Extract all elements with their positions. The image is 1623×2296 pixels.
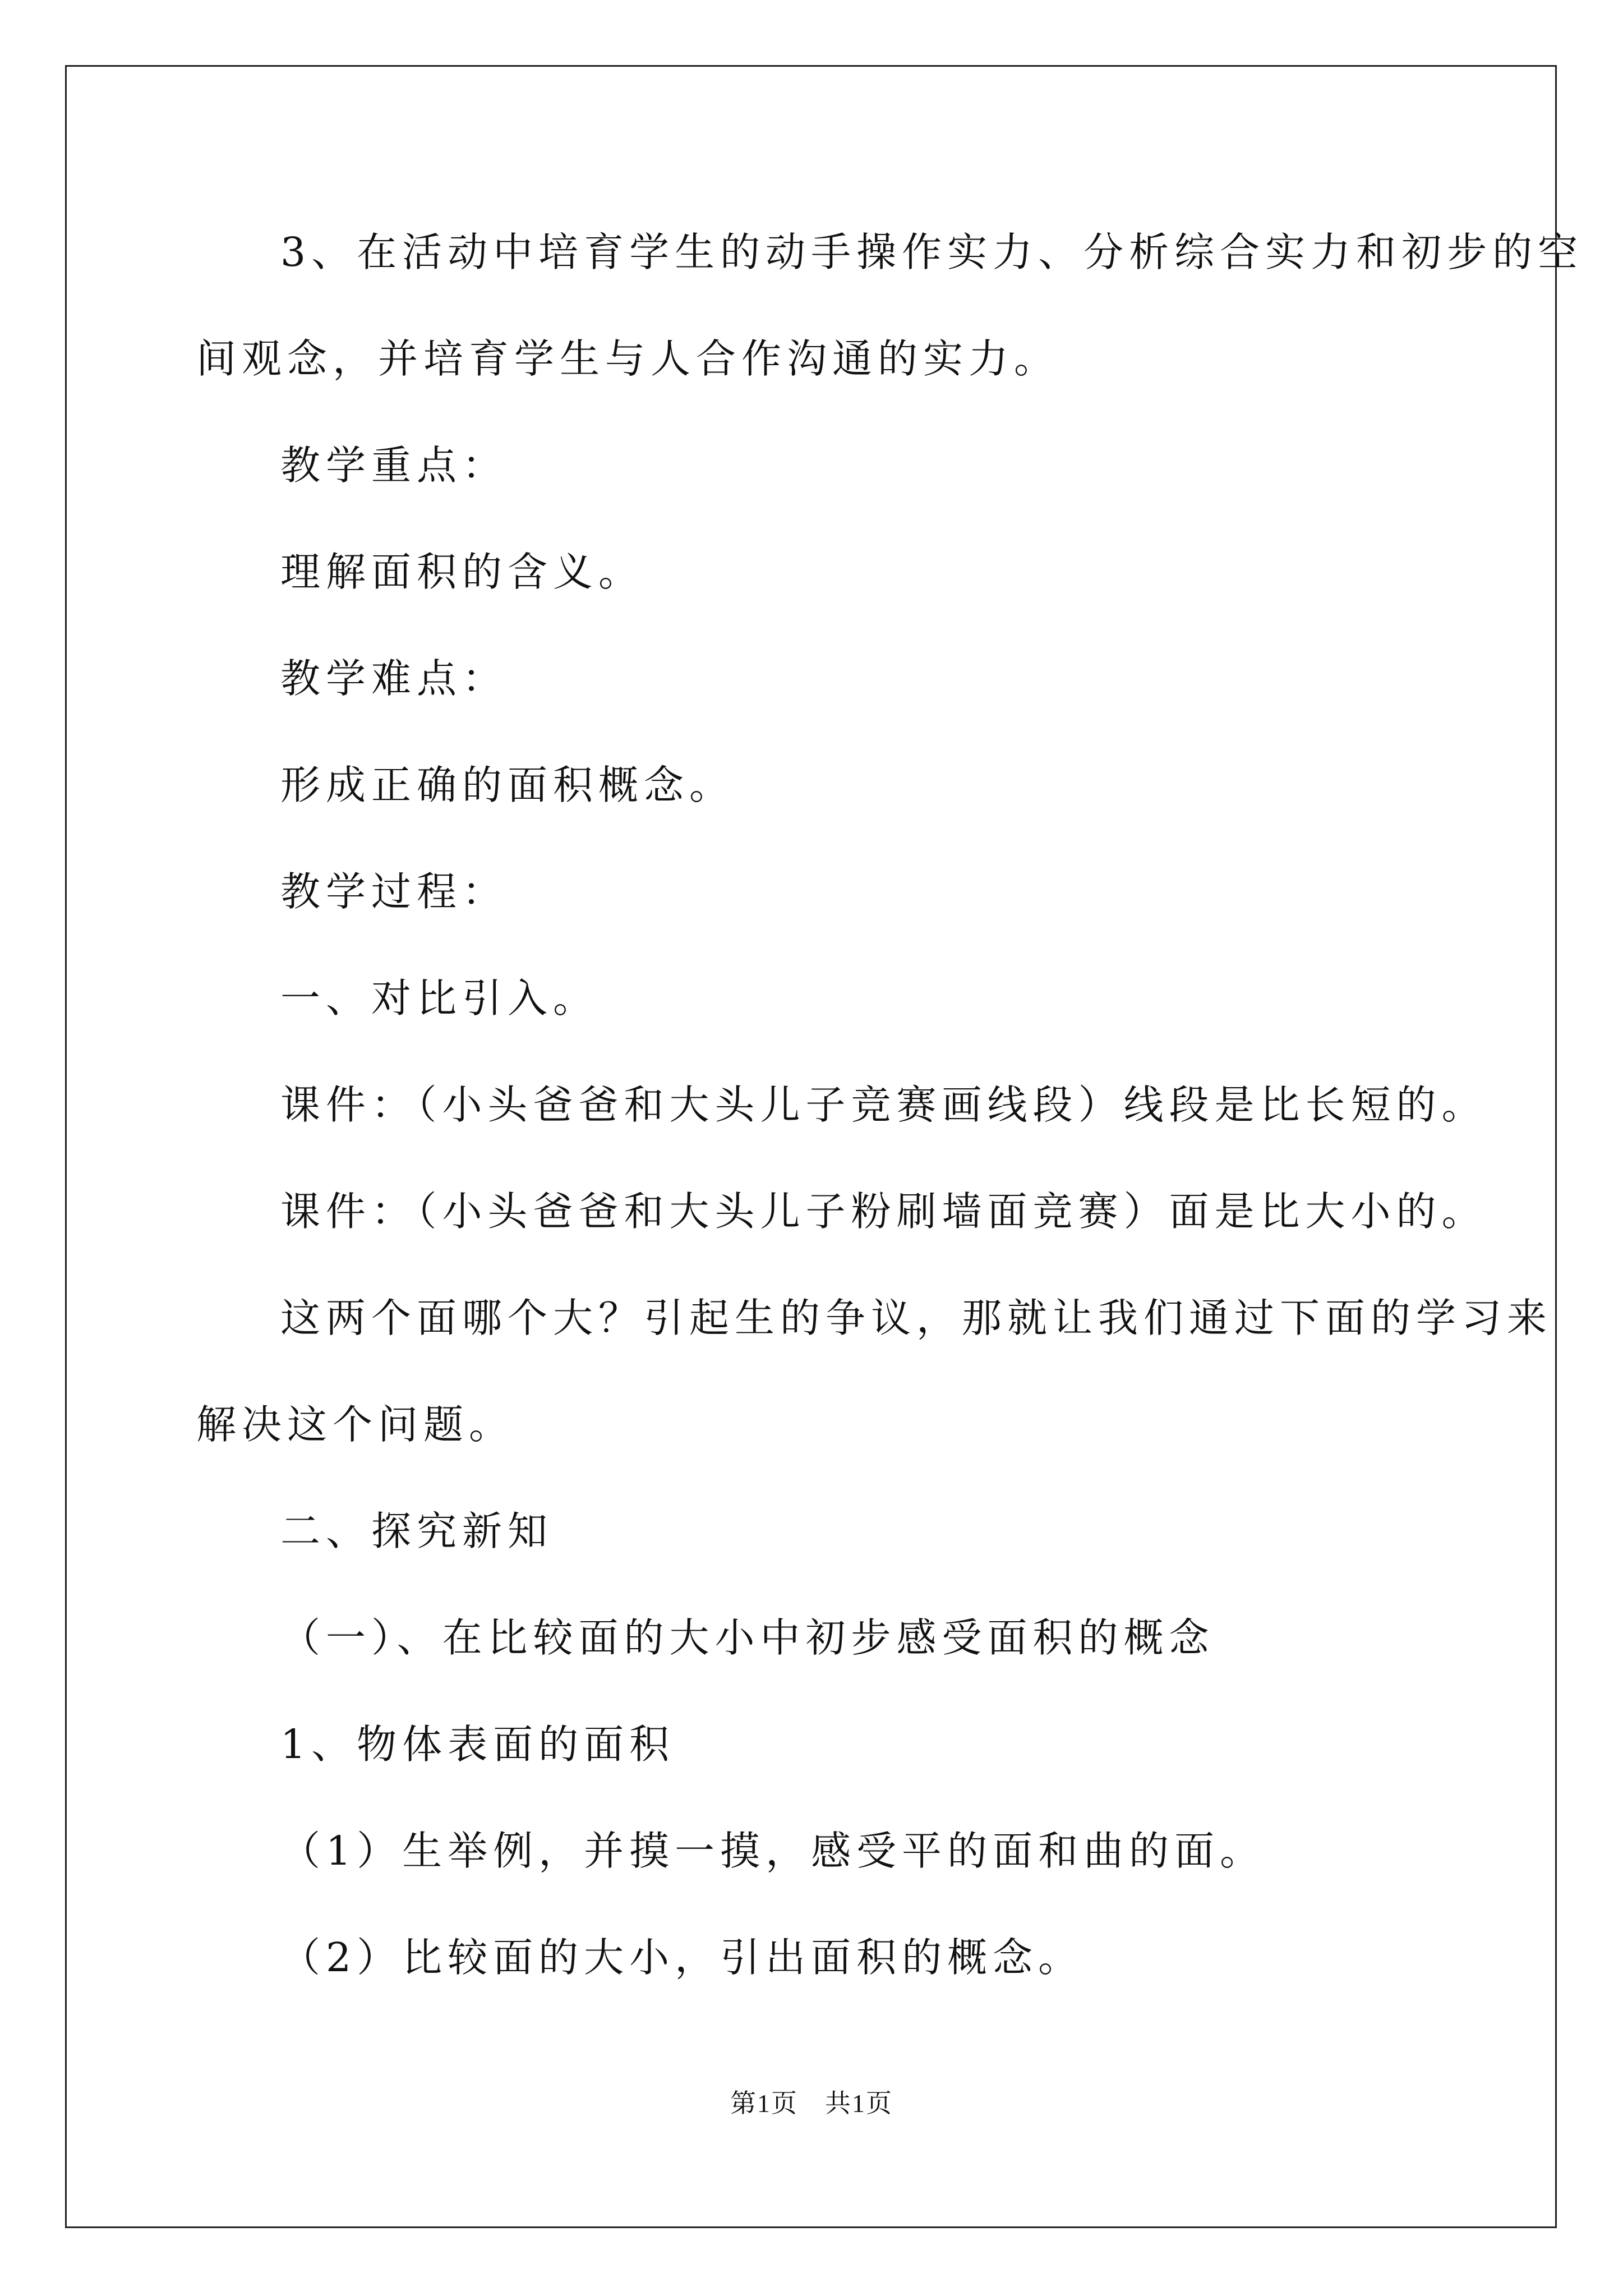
heading-difficulties: 教学难点：: [280, 655, 508, 702]
page-border: [65, 65, 1557, 2228]
paragraph-line-objective-3: 3、在活动中培育学生的动手操作实力、分析综合实力和初步的空: [280, 229, 1584, 275]
paragraph-courseware-1: 课件：（小头爸爸和大头儿子竞赛画线段）线段是比长短的。: [280, 1082, 1487, 1128]
subsection-compare: （一）、在比较面的大小中初步感受面积的概念: [280, 1614, 1215, 1661]
section-intro: 一、对比引入。: [280, 975, 599, 1022]
paragraph-line-objective-3-cont: 间观念，并培育学生与人合作沟通的实力。: [196, 335, 1060, 382]
item-example: （1）生举例，并摸一摸，感受平的面和曲的面。: [280, 1828, 1266, 1874]
paragraph-courseware-2: 课件：（小头爸爸和大头儿子粉刷墙面竞赛）面是比大小的。: [280, 1188, 1487, 1235]
item-compare-size: （2）比较面的大小，引出面积的概念。: [280, 1934, 1084, 1981]
paragraph-question: 这两个面哪个大？引起生的争议，那就让我们通过下面的学习来: [280, 1295, 1553, 1341]
paragraph-difficulties: 形成正确的面积概念。: [280, 762, 735, 808]
paragraph-key-points: 理解面积的含义。: [280, 549, 644, 595]
heading-key-points: 教学重点：: [280, 442, 508, 489]
section-explore: 二、探究新知: [280, 1508, 554, 1554]
heading-process: 教学过程：: [280, 868, 508, 915]
item-surface-area: 1、物体表面的面积: [280, 1721, 675, 1768]
page-footer: 第1页 共1页: [730, 2089, 893, 2118]
paragraph-question-cont: 解决这个问题。: [196, 1401, 515, 1448]
